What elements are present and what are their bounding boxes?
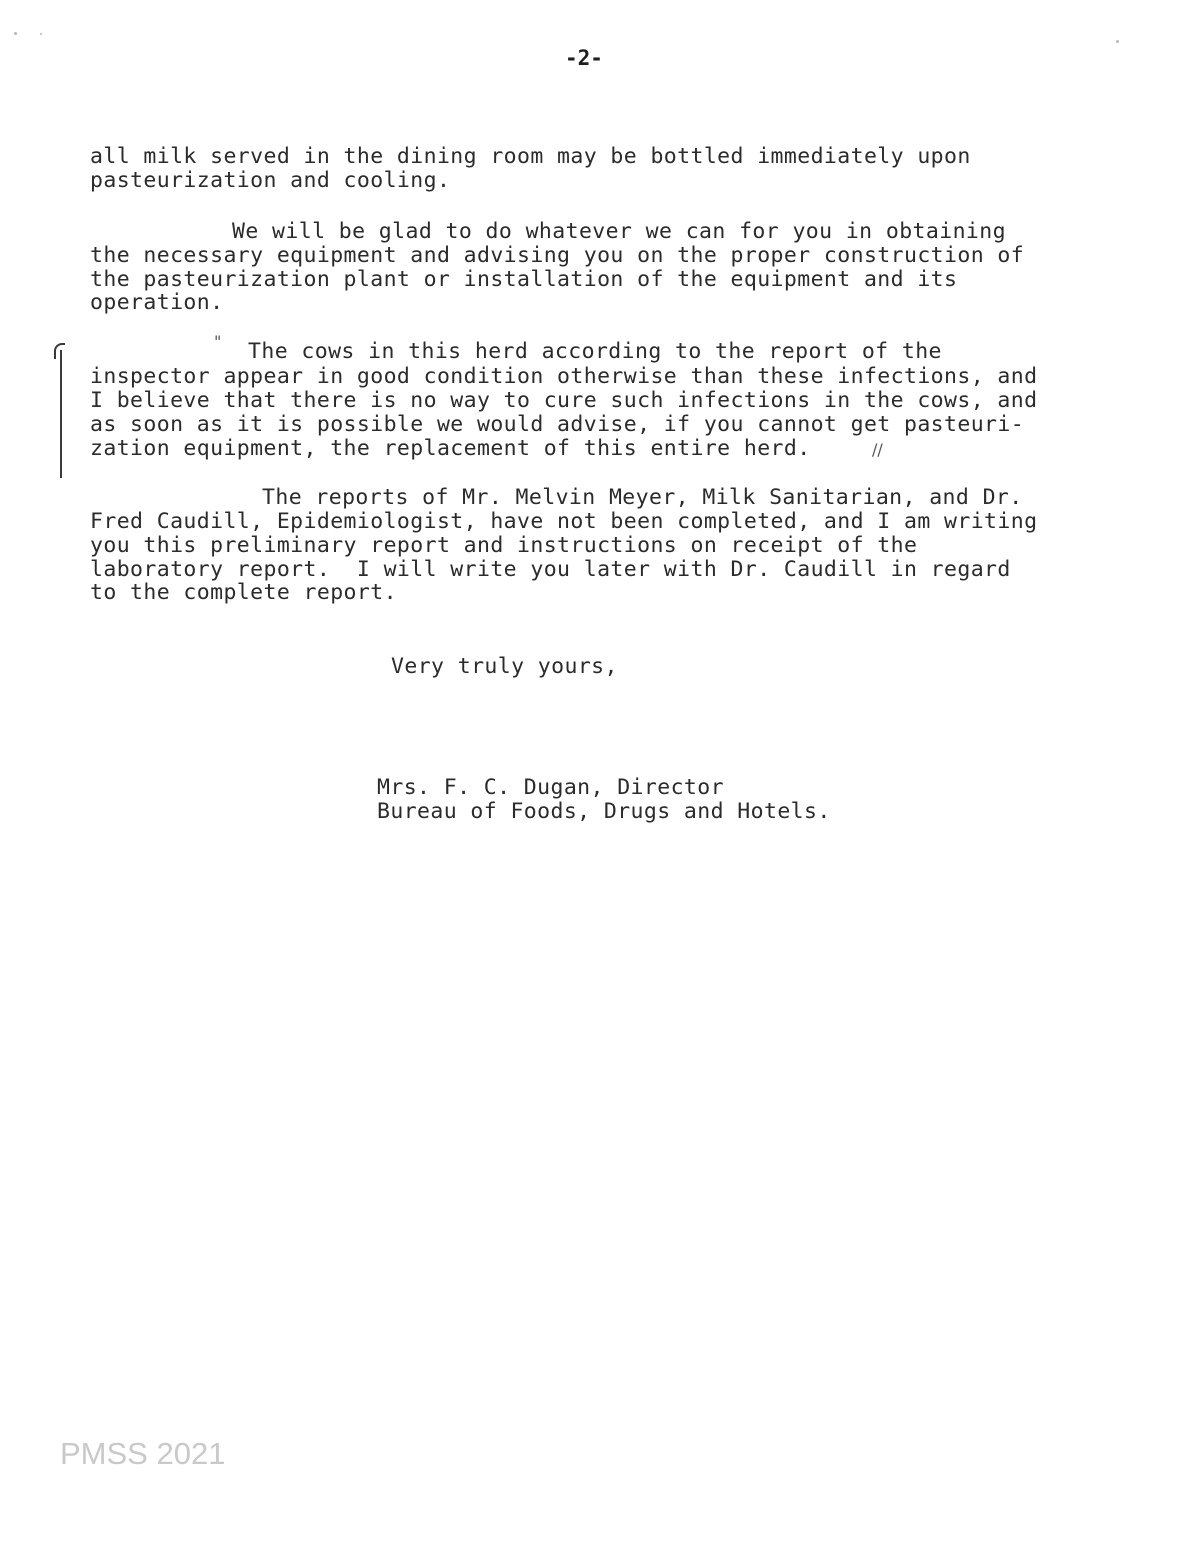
paragraph-1-line-2: pasteurization and cooling. (90, 168, 451, 193)
scan-speck (40, 33, 42, 35)
handwritten-open-quote: " (214, 332, 222, 351)
scan-speck (1116, 40, 1119, 43)
signature-name-title: Mrs. F. C. Dugan, Director (377, 775, 724, 800)
archive-watermark: PMSS 2021 (60, 1436, 226, 1471)
margin-bracket-line (60, 350, 62, 478)
signature-bureau: Bureau of Foods, Drugs and Hotels. (377, 799, 831, 824)
paragraph-3-line-3: I believe that there is no way to cure such infections in the cows, and (90, 388, 1038, 413)
paragraph-4-line-3: you this preliminary report and instructions on receipt of the (90, 533, 918, 558)
paragraph-2-line-1: We will be glad to do whatever we can for you in obtaining (232, 219, 1006, 244)
paragraph-4-line-1: The reports of Mr. Melvin Meyer, Milk Sanitarian, and Dr. (262, 485, 1023, 510)
paragraph-3-line-5: zation equipment, the replacement of this entire herd. (90, 436, 811, 461)
paragraph-4-line-4: laboratory report. I will write you later with Dr. Caudill in regard (90, 557, 1011, 582)
scan-speck (14, 32, 17, 35)
paragraph-2-line-4: operation. (90, 290, 224, 315)
paragraph-4-line-2: Fred Caudill, Epidemiologist, have not been completed, and I am writing (90, 509, 1038, 534)
paragraph-3-line-1: The cows in this herd according to the report of the (248, 339, 942, 364)
paragraph-3-line-2: inspector appear in good condition otherwise than these infections, and (90, 364, 1038, 389)
paragraph-2-line-2: the necessary equipment and advising you on the proper construction of (90, 243, 1025, 268)
page-number: -2- (565, 46, 603, 70)
paragraph-3-line-4: as soon as it is possible we would advise, if you cannot get pasteuri- (90, 412, 1025, 437)
paragraph-1-line-1: all milk served in the dining room may be bottled immediately upon (90, 144, 971, 169)
closing-salutation: Very truly yours, (391, 654, 618, 679)
paragraph-4-line-5: to the complete report. (90, 580, 397, 605)
paragraph-2-line-3: the pasteurization plant or installation of the equipment and its (90, 267, 958, 292)
handwritten-close-quote: // (872, 440, 883, 459)
